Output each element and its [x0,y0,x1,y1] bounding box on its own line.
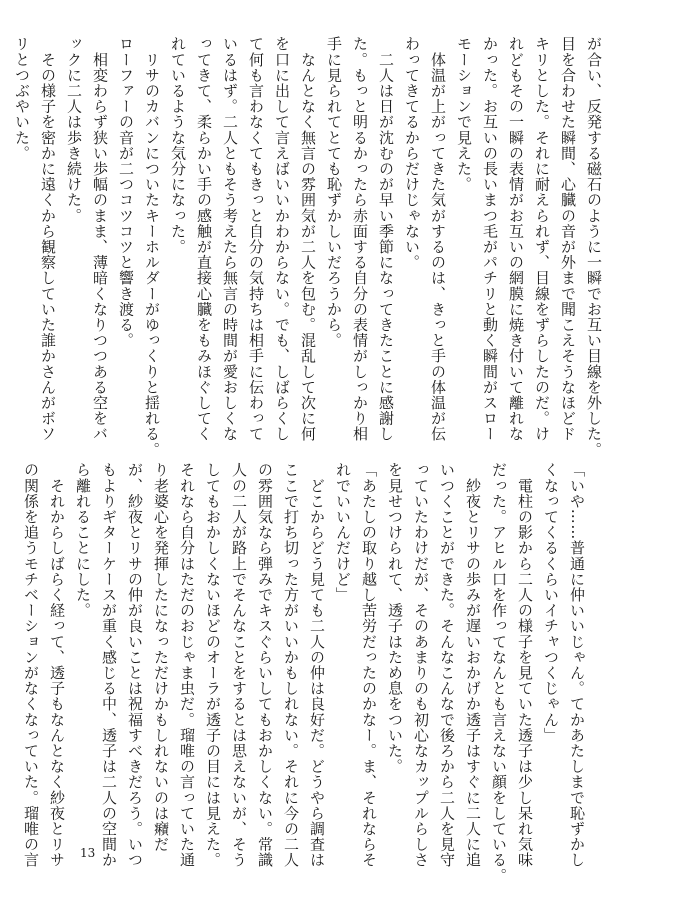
lower-text-line: が、紗夜とリサの仲が良いことは祝福すべきだろう。いつ [126,462,144,868]
upper-text-line: ックに二人は歩き続けた。 [65,36,83,224]
lower-text-line: だった。アヒル口を作ってなんとも言えない顔をしている。 [490,462,508,884]
upper-text-line: れどもその一瞬の表情がお互いの網膜に焼き付いて離れな [507,36,525,442]
lower-text-line: 「あたしの取り越し苦労だったのかなー。ま、それならそ [360,462,378,868]
lower-text-line: どこからどう見ても二人の仲は良好だ。どうやら調査は [308,462,326,868]
upper-text-line: 目を合わせた瞬間、心臓の音が外まで聞こえそうなほどド [559,36,577,442]
upper-text-line: 体温が上がってきた気がするのは、きっと手の体温が伝 [429,36,447,442]
upper-text-line: リサのカバンについたキーホルダーがゆっくりと揺れる。 [143,36,161,458]
upper-text-line: わってきてるからだけじゃない。 [403,36,421,270]
lower-text-line: 紗夜とリサの歩みが遅いおかげか透子はすぐに二人に追 [464,462,482,868]
upper-text-line: なんとなく無言の雰囲気が二人を包む。混乱して次に何 [299,36,317,442]
lower-text-line: 人の二人が路上でそんなことをするとは思えないが、そう [230,462,248,868]
lower-text-line: っていたわけだが、そのあまりのも初心なカップルらしさ [412,462,430,868]
page-number: 13 [80,846,96,860]
upper-text-line: かった。お互いの長いまつ毛がパチリと動く瞬間がスロー [481,36,499,442]
upper-text-line: 相変わらず狭い歩幅のまま、薄暗くなりつつある空をバ [91,36,109,442]
lower-text-line: いつくことができた。そんなこんなで後ろから二人を見守 [438,462,456,868]
upper-text-line: 手に見られてとても恥ずかしいだろうから。 [325,36,343,348]
upper-text-line: リとつぶやいた。 [13,36,31,161]
lower-text-line: もよりギターケースが重く感じる中、透子は二人の空間か [100,462,118,868]
lower-text-line: それなら自分はただのおじゃま虫だ。瑠唯の言っていた通 [178,462,196,868]
lower-text-line: を見せつけられて、透子はため息をついた。 [386,462,404,774]
upper-text-line: が合い、反発する磁石のように一瞬でお互い目線を外した。 [585,36,603,458]
upper-text-line: れているような気分になった。 [169,36,187,255]
upper-text-line: いるはず。二人ともそう考えたら無言の時間が愛おしくな [221,36,239,442]
upper-text-line: キリとした。それに耐えられず、目線をずらしたのだ。け [533,36,551,442]
upper-text-line: ってきて、柔らかい手の感触が直接心臓をもみほぐしてく [195,36,213,442]
lower-text-line: の雰囲気なら弾みでキスぐらいしてもおかしくない。常識 [256,462,274,868]
lower-text-line: ここで打ち切った方がいいかもしれない。それに今の二人 [282,462,300,868]
upper-text-line: その様子を密かに遠くから観察していた誰かさんがボソ [39,36,57,442]
lower-text-line: してもおかしくないほどのオーラが透子の目には見えた。 [204,462,222,868]
lower-text-line: れでいいんだけど」 [334,462,352,603]
lower-text-line: り老婆心を発揮したになっただけかもしれないのは癪だ [152,462,170,852]
lower-text-line: の関係を追うモチベーションがなくなっていた。瑠唯の言 [22,462,40,868]
upper-text-line: を口に出して言えばいいかわからない。でも、しばらくし [273,36,291,442]
lower-text-line: くなってくるくらいイチャつくじゃん」 [542,462,560,743]
lower-text-line: ら離れることにした。 [74,462,92,618]
upper-text-line: 二人は日が沈むのが早い季節になってきたことに感謝し [377,36,395,442]
lower-text-line: 電柱の影から二人の様子を見ていた透子は少し呆れ気味 [516,462,534,868]
lower-text-line: それからしばらく経って、透子もなんとなく紗夜とリサ [48,462,66,868]
upper-text-line: て何も言わなくてもきっと自分の気持ちは相手に伝わって [247,36,265,442]
upper-text-line: た。もっと明るかったら赤面する自分の表情がしっかり相 [351,36,369,442]
lower-text-line: 「いや……普通に仲いいじゃん。てかあたしまで恥ずかし [568,462,586,868]
upper-text-line: モーションで見えた。 [455,36,473,192]
upper-text-block [9,36,607,458]
upper-text-line: ローファーの音が二つコツコツと響き渡る。 [117,36,135,348]
